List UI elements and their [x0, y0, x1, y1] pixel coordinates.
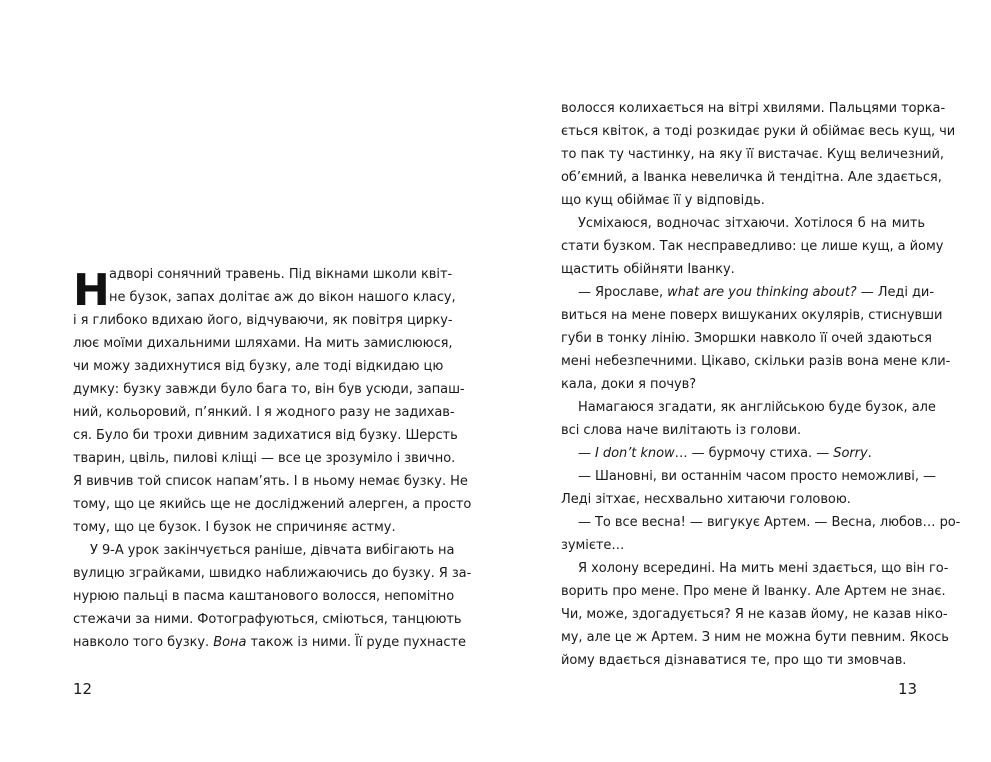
text-line: щастить обійняти Іванку.: [561, 262, 735, 277]
page-number-left: 12: [73, 680, 93, 698]
text-line: [561, 281, 934, 304]
text-line: що кущ обіймає її у відповідь.: [561, 193, 765, 208]
text-line: Чи, може, здогадується? Я не казав йому, не казав ніко-: [561, 607, 948, 622]
text-segment: також із ними. Її руде пухнасте: [246, 635, 466, 650]
text-line: У 9-А урок закінчується раніше, дівчата вибігають на: [90, 543, 455, 558]
text-segment: —: [578, 446, 596, 461]
text-line: Усміхаюся, водночас зітхаючи. Хотілося б на мить: [578, 216, 925, 231]
left-page: [0, 0, 495, 762]
italic-text: what are you thinking about?: [667, 285, 857, 300]
text-line: не бузок, запах долітає аж до вікон нашого класу,: [109, 290, 456, 305]
text-segment: — Леді ди-: [856, 285, 934, 300]
text-segment: — Ярославе,: [578, 285, 668, 300]
text-line: адворі сонячний травень. Під вікнами школи квіт-: [109, 267, 453, 282]
text-segment: .: [867, 446, 872, 461]
text-line: — То все весна! — вигукує Артем. — Весна, любов… ро-: [578, 515, 961, 530]
italic-text: Sorry: [833, 446, 868, 461]
right-page-text: [561, 97, 961, 672]
italic-text: Вона: [213, 635, 247, 650]
text-line: вулицю зграйками, швидко наближаючись до бузку. Я за-: [73, 566, 472, 581]
text-segment: навколо того бузку.: [73, 635, 214, 650]
text-line: думку: бузку завжди було бага то, він був усюди, запаш-: [73, 382, 465, 397]
text-line: [73, 631, 466, 654]
right-page: [496, 0, 991, 762]
text-line: Я вивчив той список напам’ять. І в ньому немає бузку. Не: [73, 474, 468, 489]
text-line: всі слова наче вилітають із голови.: [561, 423, 802, 438]
text-line: виться на мене поверх вишуканих окулярів, стиснувши: [561, 308, 943, 323]
text-line: стати бузком. Так несправедливо: це лише кущ, а йому: [561, 239, 944, 254]
text-line: йому вдається дізнаватися те, про що ти змовчав.: [561, 653, 907, 668]
text-line: зумієте…: [561, 538, 625, 553]
text-line: чи можу задихнутися від бузку, але тоді відкидаю цю: [73, 359, 444, 374]
text-line: ся. Було би трохи дивним задихатися від бузку. Шерсть: [73, 428, 458, 443]
text-line: ється квіток, а тоді розкидає руки й обіймає весь кущ, чи: [561, 124, 956, 139]
text-line: ний, кольоровий, п’янкий. І я жодного разу не задихав-: [73, 405, 455, 420]
text-line: то пак ту частинку, на яку її вистачає. Кущ величезний,: [561, 147, 945, 162]
text-line: нурюю пальці в пасма каштанового волосся, непомітно: [73, 589, 455, 604]
text-line: мені небезпечними. Цікаво, скільки разів вона мене кли-: [561, 354, 951, 369]
text-line: кала, доки я почув?: [561, 377, 697, 392]
text-line: [561, 442, 925, 465]
text-line: тварин, цвіль, пилові кліщі — все це зрозуміло і звично.: [73, 451, 456, 466]
drop-cap: Н: [73, 265, 110, 316]
text-line: і я глибоко вдихаю його, відчуваючи, як повітря цирку-: [73, 313, 453, 328]
page-number-right: 13: [898, 680, 918, 698]
text-line: Намагаюся згадати, як англійською буде бузок, але: [578, 400, 936, 415]
text-segment: … — бурмочу стиха. —: [674, 446, 834, 461]
text-line: ворить про мене. Про мене й Іванку. Але Артем не знає.: [561, 584, 946, 599]
italic-text: I don’t know: [595, 446, 675, 461]
text-line: — Шановні, ви останнім часом просто неможливі, —: [578, 469, 936, 484]
text-line: губи в тонку лінію. Зморшки навколо її очей здаються: [561, 331, 932, 346]
text-line: лює моїми дихальними шляхами. На мить замислююся,: [73, 336, 453, 351]
text-line: тому, що це якийсь ще не досліджений алерген, а просто: [73, 497, 472, 512]
left-page-text: [73, 263, 472, 654]
text-line: об’ємний, а Іванка невеличка й тендітна. Але здається,: [561, 170, 942, 185]
text-line: тому, що це бузок. І бузок не спричиняє астму.: [73, 520, 396, 535]
text-line: стежачи за ними. Фотографуються, сміються, танцюють: [73, 612, 462, 627]
text-line: Я холону всередині. На мить мені здається, що він го-: [578, 561, 949, 576]
text-line: Леді зітхає, несхвально хитаючи головою.: [561, 492, 851, 507]
text-line: волосся колихається на вітрі хвилями. Пальцями торка-: [561, 101, 946, 116]
text-line: му, але це ж Артем. З ним не можна бути певним. Якось: [561, 630, 949, 645]
